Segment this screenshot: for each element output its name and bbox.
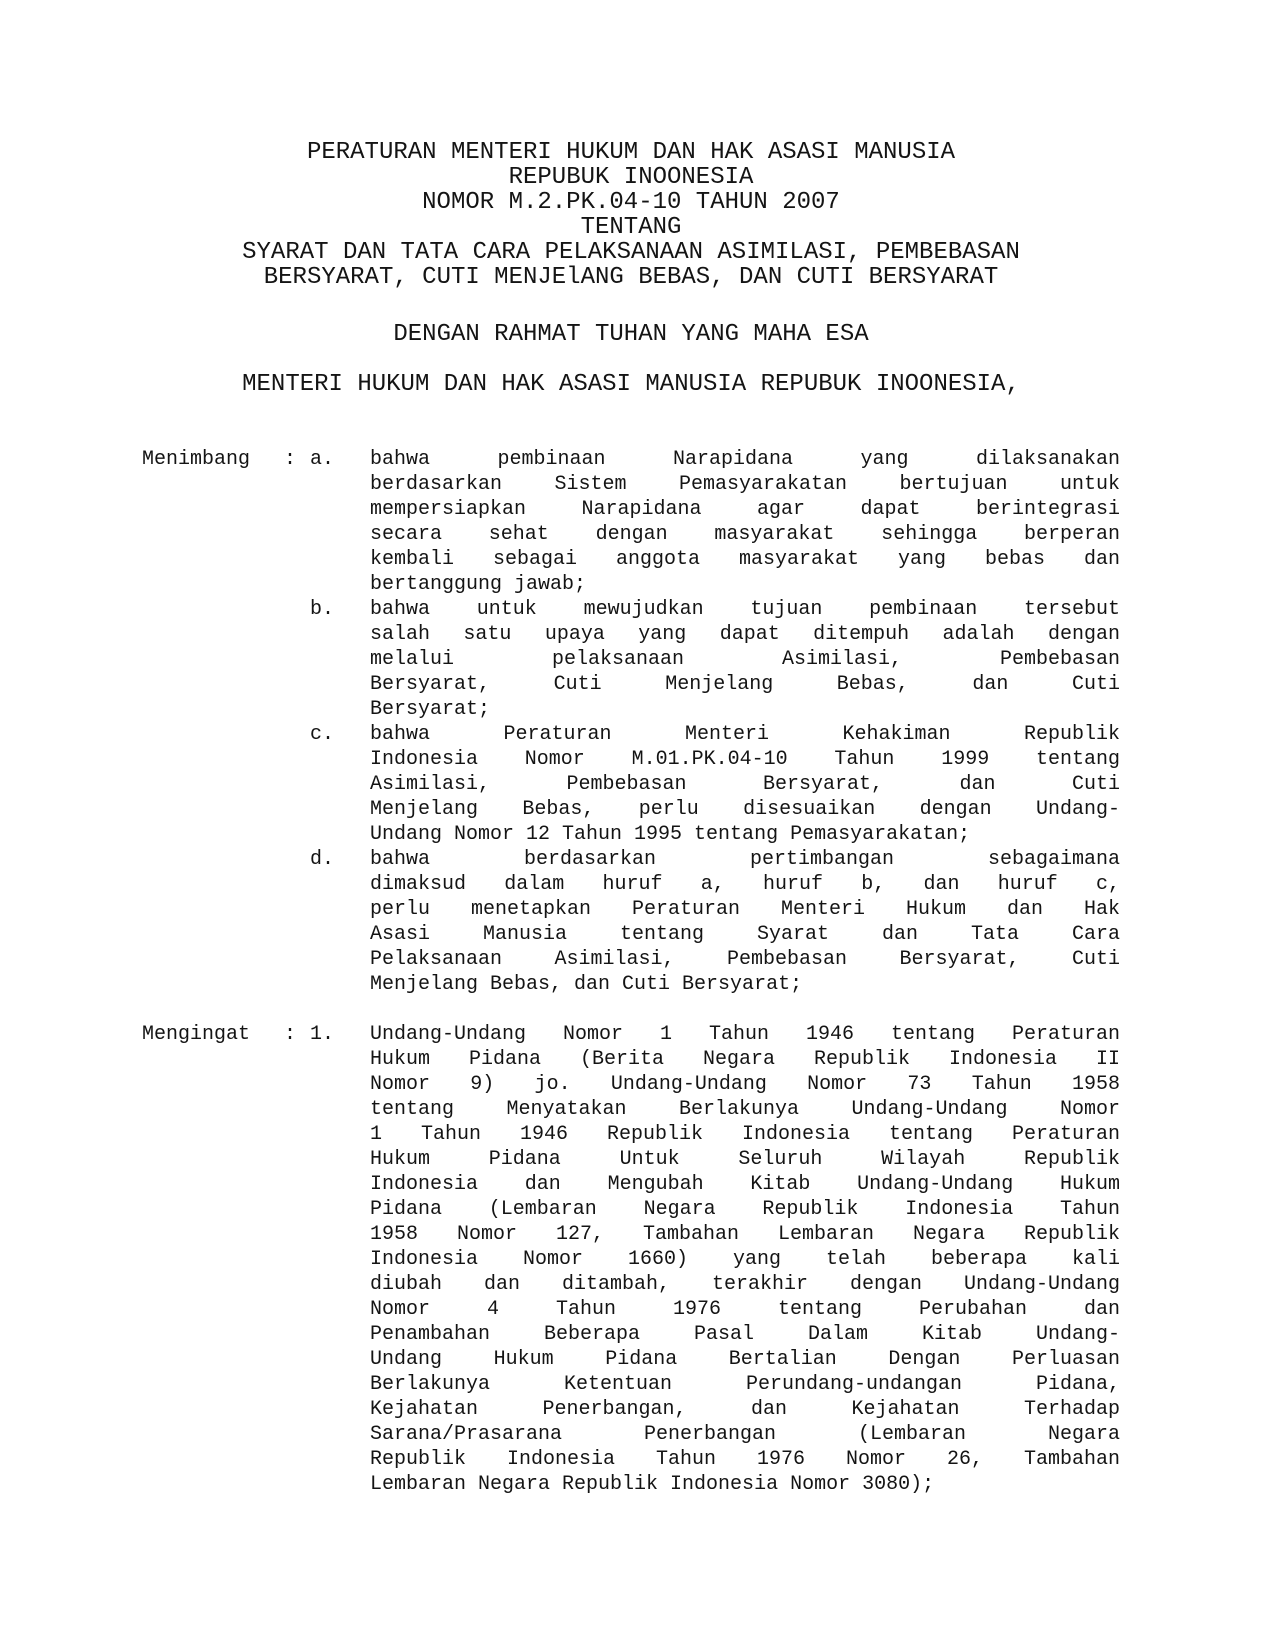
text-line: Bersyarat; [370,698,491,721]
recalling-label [142,1022,310,1497]
text-line: secara sehat dengan masyarakat sehingga berperan [370,523,1120,546]
item-text-1 [370,1022,1120,1497]
text-line: Bersyarat, Cuti Menjelang Bebas, dan Cuti [370,673,1120,696]
text-line: BERSYARAT, CUTI MENJElANG BEBAS, DAN CUTI BERSYARAT [263,264,999,291]
label-spacer [142,597,310,722]
text-line: bahwa Peraturan Menteri Kehakiman Republik [370,723,1120,746]
text-line: SYARAT DAN TATA CARA PELAKSANAAN ASIMILASI, PEMBEBASAN [242,239,1020,266]
considering-section [142,447,1142,997]
item-text-b [370,597,1120,722]
text-line: Hukum Pidana Untuk Seluruh Wilayah Republik [370,1148,1120,1171]
label-spacer [142,847,310,997]
text-line: Pidana (Lembaran Negara Republik Indonesia Tahun [370,1198,1120,1221]
text-line: melalui pelaksanaan Asimilasi, Pembebasan [370,648,1120,671]
considering-label [142,447,310,597]
text-line: bahwa pembinaan Narapidana yang dilaksanakan [370,448,1120,471]
item-marker-1: 1. [310,1023,335,1046]
text-line: berdasarkan Sistem Pemasyarakatan bertujuan untuk [370,473,1120,496]
invocation-line: DENGAN RAHMAT TUHAN YANG MAHA ESA [393,321,869,348]
text-line: bertanggung jawab; [370,573,587,596]
text-line: Asasi Manusia tentang Syarat dan Tata Cara [370,923,1120,946]
text-line: Undang-Undang Nomor 1 Tahun 1946 tentang Peraturan [370,1023,1120,1046]
text-line: PERATURAN MENTERI HUKUM DAN HAK ASASI MANUSIA [306,139,956,166]
text-line: Lembaran Negara Republik Indonesia Nomor 3080); [370,1473,935,1496]
text-line: Sarana/Prasarana Penerbangan (Lembaran Negara [370,1423,1120,1446]
section-label-colon: : [283,1023,296,1046]
text-line: NOMOR M.2.PK.04-10 TAHUN 2007 [422,189,840,216]
item-marker-b: b. [310,598,335,621]
text-line: perlu menetapkan Peraturan Menteri Hukum dan Hak [370,898,1120,921]
text-line: bahwa untuk mewujudkan tujuan pembinaan tersebut [370,598,1120,621]
text-line: Undang Nomor 12 Tahun 1995 tentang Pemasyarakatan; [370,823,971,846]
text-line: Nomor 9) jo. Undang-Undang Nomor 73 Tahun 1958 [370,1073,1120,1096]
text-line: 1958 Nomor 127, Tambahan Lembaran Negara Republik [370,1223,1120,1246]
item-text-c [370,722,1120,847]
item-text-a [370,447,1120,597]
text-line: Berlakunya Ketentuan Perundang-undangan Pidana, [370,1373,1120,1396]
text-line: Asimilasi, Pembebasan Bersyarat, dan Cuti [370,773,1120,796]
text-line: Indonesia Nomor M.01.PK.04-10 Tahun 1999 tentang [370,748,1120,771]
text-line: salah satu upaya yang dapat ditempuh adalah dengan [370,623,1120,646]
doc-title [142,140,1120,290]
text-line: Undang Hukum Pidana Bertalian Dengan Perluasan [370,1348,1120,1371]
text-line: 1 Tahun 1946 Republik Indonesia tentang Peraturan [370,1123,1120,1146]
text-line: Indonesia Nomor 1660) yang telah beberapa kali [370,1248,1120,1271]
text-line: Hukum Pidana (Berita Negara Republik Indonesia II [370,1048,1120,1071]
text-line: REPUBUK INOONESIA [508,164,754,191]
text-line: diubah dan ditambah, terakhir dengan Undang-Undang [370,1273,1120,1296]
text-line: kembali sebagai anggota masyarakat yang bebas dan [370,548,1120,571]
text-line: Pelaksanaan Asimilasi, Pembebasan Bersyarat, Cuti [370,948,1120,971]
item-text-d [370,847,1120,997]
text-line: Nomor 4 Tahun 1976 tentang Perubahan dan [370,1298,1120,1321]
section-label-text: Menimbang [142,448,251,471]
item-marker-c: c. [310,723,335,746]
text-line: Republik Indonesia Tahun 1976 Nomor 26, Tambahan [370,1448,1120,1471]
item-marker-d: d. [310,848,335,871]
text-line: Indonesia dan Mengubah Kitab Undang-Undang Hukum [370,1173,1120,1196]
text-line: mempersiapkan Narapidana agar dapat berintegrasi [370,498,1120,521]
label-spacer [142,722,310,847]
recalling-section [142,1022,1142,1497]
item-marker-a: a. [310,448,335,471]
text-line: TENTANG [580,214,682,241]
text-line: tentang Menyatakan Berlakunya Undang-Undang Nomor [370,1098,1120,1121]
text-line: Menjelang Bebas, perlu disesuaikan dengan Undang- [370,798,1120,821]
section-label-colon: : [283,448,296,471]
text-line: Penambahan Beberapa Pasal Dalam Kitab Undang- [370,1323,1120,1346]
text-line: Kejahatan Penerbangan, dan Kejahatan Terhadap [370,1398,1120,1421]
text-line: dimaksud dalam huruf a, huruf b, dan huruf c, [370,873,1120,896]
section-label-text: Mengingat [142,1023,251,1046]
text-line: bahwa berdasarkan pertimbangan sebagaimana [370,848,1120,871]
authority-line: MENTERI HUKUM DAN HAK ASASI MANUSIA REPUBUK INOONESIA, [242,371,1020,398]
text-line: Menjelang Bebas, dan Cuti Bersyarat; [370,973,803,996]
